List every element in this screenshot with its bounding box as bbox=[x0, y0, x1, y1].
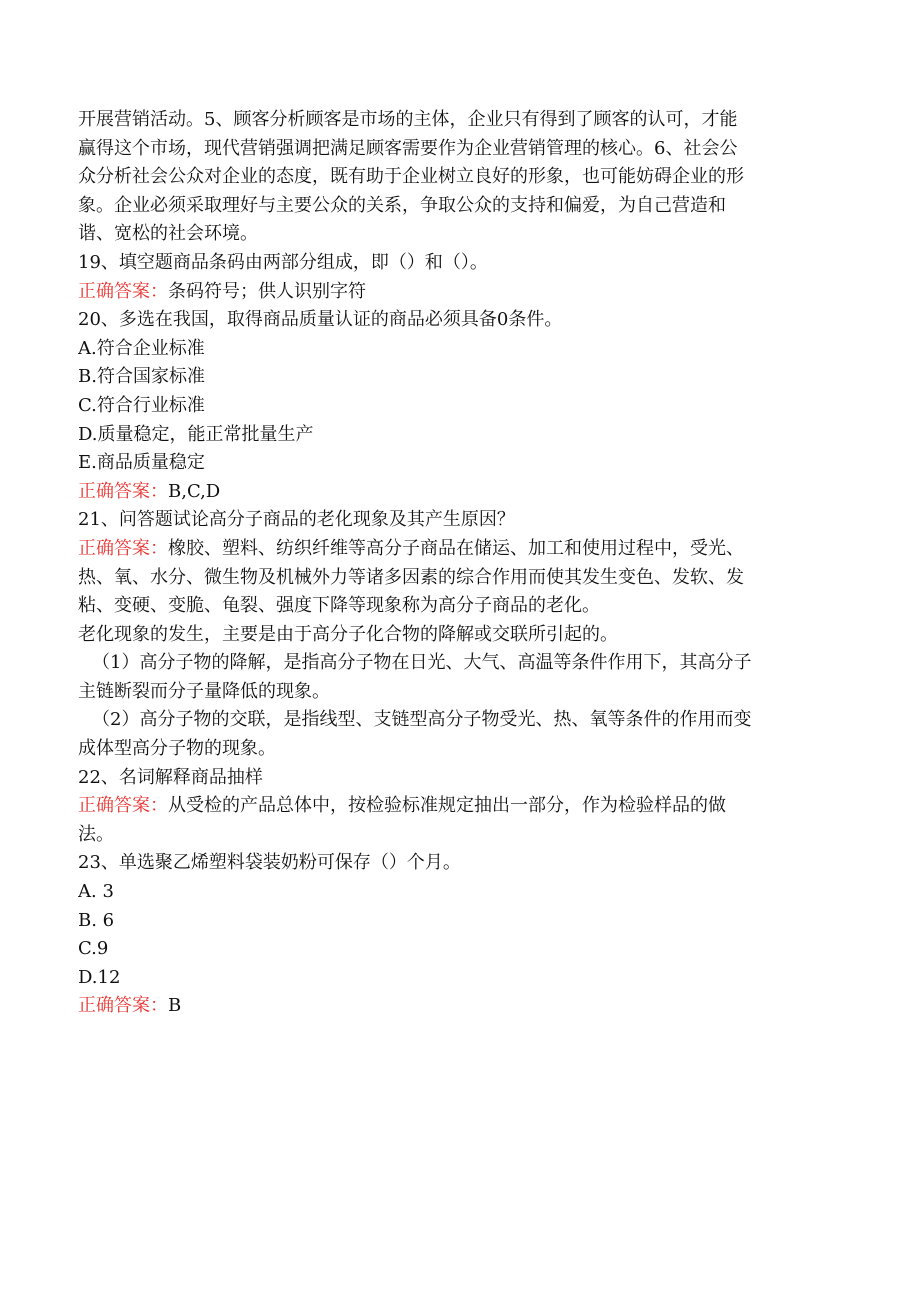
text-line: 开展营销活动。5、顾客分析顾客是市场的主体，企业只有得到了顾客的认可，才能 bbox=[78, 109, 738, 130]
answer-text-line: 热、氧、水分、微生物及机械外力等诸多因素的综合作用而使其发生变色、发软、发 bbox=[78, 566, 744, 588]
question-text: 19、填空题商品条码由两部分组成，即（）和（）。 bbox=[78, 251, 488, 273]
question-22 bbox=[78, 764, 838, 850]
question-text: 23、单选聚乙烯塑料袋装奶粉可保存（）个月。 bbox=[78, 852, 461, 874]
question-text: 22、名词解释商品抽样 bbox=[78, 766, 263, 788]
intro-paragraph bbox=[78, 106, 838, 249]
answer-text-line: 成体型高分子物的现象。 bbox=[78, 738, 276, 760]
question-text: 20、多选在我国，取得商品质量认证的商品必须具备0条件。 bbox=[78, 309, 563, 331]
question-23 bbox=[78, 849, 838, 1021]
answer-text-line: 老化现象的发生，主要是由于高分子化合物的降解或交联所引起的。 bbox=[78, 623, 618, 645]
answer-text-line: 法。 bbox=[78, 823, 114, 845]
answer-text: 从受检的产品总体中，按检验标准规定抽出一部分，作为检验样品的做 bbox=[168, 795, 726, 817]
answer-label: 正确答案： bbox=[78, 280, 168, 302]
answer-line bbox=[78, 992, 838, 1021]
answer-label: 正确答案： bbox=[78, 537, 168, 559]
answer-text: 条码符号；供人识别字符 bbox=[168, 280, 366, 302]
answer-line bbox=[78, 792, 838, 821]
answer-line bbox=[78, 535, 838, 564]
question-21 bbox=[78, 506, 838, 763]
option-b: B.符合国家标准 bbox=[78, 366, 205, 388]
option-c: C.符合行业标准 bbox=[78, 394, 205, 416]
answer-text: B bbox=[168, 995, 182, 1017]
text-line: 象。企业必须采取理好与主要公众的关系，争取公众的支持和偏爱，为自己营造和 bbox=[78, 194, 726, 216]
answer-text: B,C,D bbox=[168, 480, 221, 502]
option-a: A. 3 bbox=[78, 881, 114, 903]
option-a: A.符合企业标准 bbox=[78, 337, 205, 359]
option-b: B. 6 bbox=[78, 909, 115, 931]
answer-label: 正确答案： bbox=[78, 480, 168, 502]
answer-text-line: 粘、变硬、变脆、龟裂、强度下降等现象称为高分子商品的老化。 bbox=[78, 595, 600, 617]
question-19 bbox=[78, 249, 838, 306]
answer-label: 正确答案： bbox=[78, 995, 168, 1017]
answer-text-line: （2）高分子物的交联，是指线型、支链型高分子物受光、热、氧等条件的作用而变 bbox=[92, 709, 752, 731]
option-c: C.9 bbox=[78, 938, 109, 960]
answer-line bbox=[78, 478, 838, 507]
question-20 bbox=[78, 306, 838, 506]
option-d: D.质量稳定，能正常批量生产 bbox=[78, 423, 314, 445]
question-text: 21、问答题试论高分子商品的老化现象及其产生原因？ bbox=[78, 509, 515, 531]
option-d: D.12 bbox=[78, 966, 121, 988]
answer-line bbox=[78, 278, 838, 307]
text-line: 赢得这个市场，现代营销强调把满足顾客需要作为企业营销管理的核心。6、社会公 bbox=[78, 137, 738, 159]
answer-text-line: 主链断裂而分子量降低的现象。 bbox=[78, 680, 330, 702]
text-line: 谐、宽松的社会环境。 bbox=[78, 223, 258, 245]
document-page bbox=[78, 106, 838, 1021]
answer-text-line: （1）高分子物的降解，是指高分子物在日光、大气、高温等条件作用下，其高分子 bbox=[92, 652, 752, 674]
answer-text: 橡胶、塑料、纺织纤维等高分子商品在储运、加工和使用过程中，受光、 bbox=[168, 537, 744, 559]
text-line: 众分析社会公众对企业的态度，既有助于企业树立良好的形象，也可能妨碍企业的形 bbox=[78, 166, 744, 188]
answer-label: 正确答案： bbox=[78, 795, 168, 817]
option-e: E.商品质量稳定 bbox=[78, 452, 205, 474]
